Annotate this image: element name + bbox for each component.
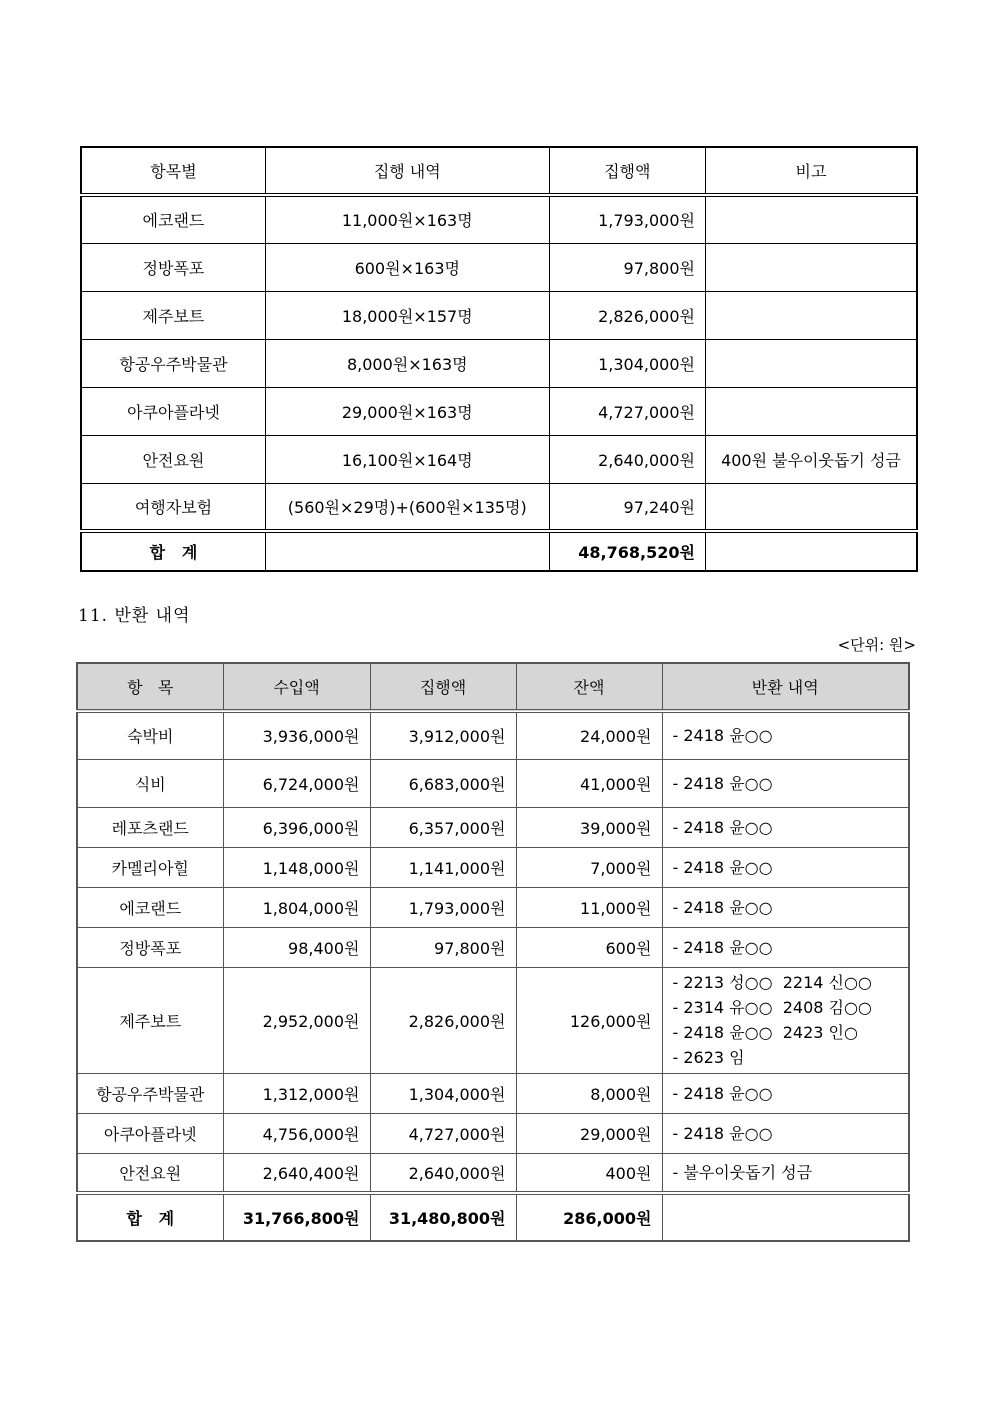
cell-returns — [662, 887, 909, 927]
return-table — [76, 662, 910, 1242]
total-spent: 31,480,800원 — [370, 1193, 516, 1241]
cell-balance: 11,000원 — [516, 887, 662, 927]
return-total-row — [77, 1193, 909, 1241]
total-returns — [662, 1193, 909, 1241]
table-row — [81, 339, 917, 387]
return-line: - 2418 윤○○ — [672, 773, 773, 793]
header-detail: 집행 내역 — [265, 147, 549, 195]
total-income: 31,766,800원 — [223, 1193, 370, 1241]
return-line: - 불우이웃돕기 성금 — [672, 1162, 813, 1182]
cell-returns — [662, 1073, 909, 1113]
cell-note — [705, 291, 917, 339]
cell-amount: 97,800원 — [549, 243, 705, 291]
table-row — [77, 847, 909, 887]
cell-detail: 16,100원×164명 — [265, 435, 549, 483]
table-row — [81, 291, 917, 339]
cell-amount: 2,826,000원 — [549, 291, 705, 339]
cell-returns — [662, 807, 909, 847]
cell-note — [705, 243, 917, 291]
cell-balance: 24,000원 — [516, 711, 662, 759]
return-line: - 2623 임 — [672, 1048, 745, 1067]
return-line: - 2418 윤○○ — [672, 817, 773, 837]
table-row — [77, 927, 909, 967]
unit-note: <단위: 원> — [837, 636, 916, 654]
execution-table — [80, 146, 918, 572]
return-line: - 2418 윤○○ — [672, 857, 773, 877]
table-row — [81, 387, 917, 435]
cell-spent: 2,640,000원 — [370, 1153, 516, 1193]
cell-income: 2,952,000원 — [223, 967, 370, 1073]
cell-income: 98,400원 — [223, 927, 370, 967]
cell-detail: 11,000원×163명 — [265, 195, 549, 243]
cell-item: 레포츠랜드 — [77, 807, 223, 847]
cell-income: 1,312,000원 — [223, 1073, 370, 1113]
cell-income: 2,640,400원 — [223, 1153, 370, 1193]
cell-item: 정방폭포 — [77, 927, 223, 967]
return-line: - 2213 성○○ 2214 신○○ — [672, 973, 872, 992]
cell-spent: 1,793,000원 — [370, 887, 516, 927]
cell-income: 1,148,000원 — [223, 847, 370, 887]
cell-item: 제주보트 — [81, 291, 265, 339]
cell-note — [705, 195, 917, 243]
cell-item: 에코랜드 — [81, 195, 265, 243]
table-row — [77, 1073, 909, 1113]
cell-note: 400원 불우이웃돕기 성금 — [705, 435, 917, 483]
cell-balance: 600원 — [516, 927, 662, 967]
cell-item: 제주보트 — [77, 967, 223, 1073]
cell-returns — [662, 847, 909, 887]
table-row — [81, 435, 917, 483]
table-row — [77, 807, 909, 847]
header-returns: 반환 내역 — [662, 663, 909, 711]
cell-spent: 6,683,000원 — [370, 759, 516, 807]
cell-item: 아쿠아플라넷 — [81, 387, 265, 435]
return-table-header — [77, 663, 909, 711]
cell-spent: 1,141,000원 — [370, 847, 516, 887]
cell-item: 에코랜드 — [77, 887, 223, 927]
return-line: - 2418 윤○○ — [672, 897, 773, 917]
cell-item: 항공우주박물관 — [77, 1073, 223, 1113]
cell-returns — [662, 759, 909, 807]
table-row — [81, 243, 917, 291]
cell-returns — [662, 711, 909, 759]
execution-table-header — [81, 147, 917, 195]
cell-returns — [662, 967, 909, 1073]
cell-note — [705, 387, 917, 435]
header-income: 수입액 — [223, 663, 370, 711]
cell-balance: 39,000원 — [516, 807, 662, 847]
cell-detail: 29,000원×163명 — [265, 387, 549, 435]
cell-amount: 1,304,000원 — [549, 339, 705, 387]
total-detail — [265, 531, 549, 571]
cell-detail: 8,000원×163명 — [265, 339, 549, 387]
table-row — [81, 483, 917, 531]
cell-balance: 7,000원 — [516, 847, 662, 887]
header-note: 비고 — [705, 147, 917, 195]
cell-balance: 8,000원 — [516, 1073, 662, 1113]
cell-detail: (560원×29명)+(600원×135명) — [265, 483, 549, 531]
table-row — [77, 711, 909, 759]
header-amount: 집행액 — [549, 147, 705, 195]
cell-returns — [662, 927, 909, 967]
table-row — [77, 1153, 909, 1193]
cell-returns — [662, 1113, 909, 1153]
total-label: 합 계 — [77, 1193, 223, 1241]
cell-item: 안전요원 — [77, 1153, 223, 1193]
cell-spent: 2,826,000원 — [370, 967, 516, 1073]
cell-item: 숙박비 — [77, 711, 223, 759]
cell-income: 6,396,000원 — [223, 807, 370, 847]
section-heading: 11. 반환 내역 — [78, 606, 191, 626]
cell-note — [705, 483, 917, 531]
header-item: 항목별 — [81, 147, 265, 195]
return-line: - 2418 윤○○ 2423 인○ — [672, 1023, 858, 1042]
cell-item: 여행자보험 — [81, 483, 265, 531]
total-amount: 48,768,520원 — [549, 531, 705, 571]
cell-item: 아쿠아플라넷 — [77, 1113, 223, 1153]
cell-income: 3,936,000원 — [223, 711, 370, 759]
cell-spent: 4,727,000원 — [370, 1113, 516, 1153]
table-row — [77, 967, 909, 1073]
table-row — [77, 887, 909, 927]
execution-total-row — [81, 531, 917, 571]
cell-returns — [662, 1153, 909, 1193]
cell-income: 1,804,000원 — [223, 887, 370, 927]
table-row — [77, 759, 909, 807]
cell-amount: 1,793,000원 — [549, 195, 705, 243]
total-label: 합 계 — [81, 531, 265, 571]
cell-spent: 6,357,000원 — [370, 807, 516, 847]
cell-note — [705, 339, 917, 387]
cell-amount: 4,727,000원 — [549, 387, 705, 435]
total-balance: 286,000원 — [516, 1193, 662, 1241]
return-line: - 2418 윤○○ — [672, 726, 773, 746]
cell-spent: 1,304,000원 — [370, 1073, 516, 1113]
cell-item: 카멜리아힐 — [77, 847, 223, 887]
return-line: - 2418 윤○○ — [672, 1123, 773, 1143]
return-line: - 2314 유○○ 2408 김○○ — [672, 998, 872, 1017]
cell-balance: 41,000원 — [516, 759, 662, 807]
header-spent: 집행액 — [370, 663, 516, 711]
cell-income: 4,756,000원 — [223, 1113, 370, 1153]
return-line: - 2418 윤○○ — [672, 1083, 773, 1103]
cell-item: 항공우주박물관 — [81, 339, 265, 387]
cell-spent: 3,912,000원 — [370, 711, 516, 759]
cell-item: 식비 — [77, 759, 223, 807]
cell-item: 안전요원 — [81, 435, 265, 483]
cell-amount: 2,640,000원 — [549, 435, 705, 483]
table-row — [81, 195, 917, 243]
header-balance: 잔액 — [516, 663, 662, 711]
cell-spent: 97,800원 — [370, 927, 516, 967]
cell-detail: 18,000원×157명 — [265, 291, 549, 339]
cell-detail: 600원×163명 — [265, 243, 549, 291]
cell-amount: 97,240원 — [549, 483, 705, 531]
cell-balance: 29,000원 — [516, 1113, 662, 1153]
header-item: 항 목 — [77, 663, 223, 711]
total-note — [705, 531, 917, 571]
cell-income: 6,724,000원 — [223, 759, 370, 807]
cell-balance: 400원 — [516, 1153, 662, 1193]
cell-balance: 126,000원 — [516, 967, 662, 1073]
cell-item: 정방폭포 — [81, 243, 265, 291]
table-row — [77, 1113, 909, 1153]
return-line: - 2418 윤○○ — [672, 937, 773, 957]
